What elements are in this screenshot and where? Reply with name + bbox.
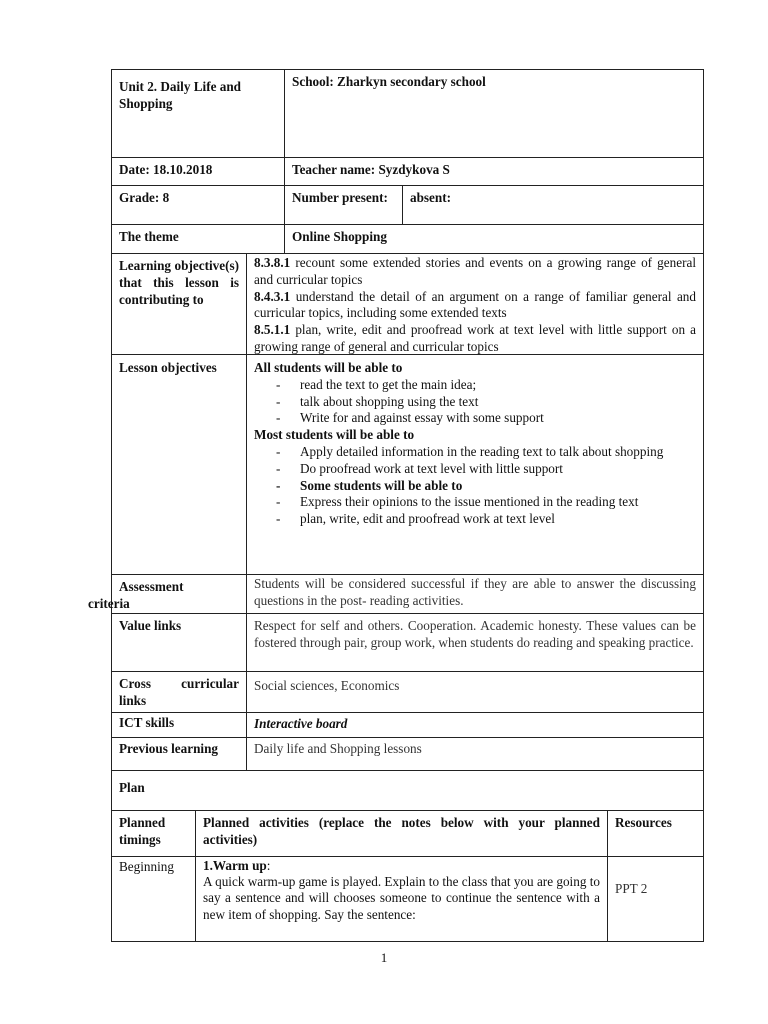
list-item: - Write for and against essay with some support (276, 410, 696, 427)
absent-cell (402, 185, 704, 225)
theme-value-cell (284, 224, 704, 254)
theme-label-cell (111, 224, 285, 254)
objective-item (254, 289, 696, 323)
value-links-label: Value links (119, 618, 182, 633)
grade-cell (111, 185, 285, 225)
previous-learning-label: Previous learning (119, 741, 219, 756)
list-item: - talk about shopping using the text (276, 394, 696, 411)
ict-value: Interactive board (254, 716, 348, 731)
plan-label: Plan (119, 780, 145, 795)
learning-label-cell (111, 253, 247, 355)
activities-header: Planned activities (replace the notes below with your planned activities) (203, 815, 600, 847)
school-name: School: Zharkyn secondary school (292, 74, 486, 89)
beginning-resource-cell (607, 856, 704, 942)
cross-curricular-label: Cross curricular links (119, 676, 239, 708)
unit-cell (111, 69, 285, 158)
warm-up-heading (203, 858, 600, 874)
value-links-value: Respect for self and others. Cooperation. Academic honesty. These values can be fostered through pair, group work, when students do reading and speaking practice. (254, 618, 696, 650)
beginning-activity-cell (195, 856, 608, 942)
all-students-list (254, 377, 696, 427)
theme-value: Online Shopping (292, 229, 387, 244)
date-cell (111, 157, 285, 186)
lesson-objectives-label: Lesson objectives (119, 360, 217, 375)
cross-curricular-value: Social sciences, Economics (254, 678, 400, 693)
value-links-value-cell (246, 613, 704, 672)
most-students-list (254, 444, 696, 528)
previous-learning-value: Daily life and Shopping lessons (254, 741, 422, 756)
previous-label-cell (111, 737, 247, 771)
beginning-resource: PPT 2 (615, 881, 648, 896)
school-cell (284, 69, 704, 158)
previous-value-cell (246, 737, 704, 771)
list-item: - plan, write, edit and proofread work at text level (276, 511, 696, 528)
lesson-date: Date: 18.10.2018 (119, 162, 213, 177)
theme-label: The theme (119, 229, 179, 244)
assessment-value: Students will be considered successful if they are able to answer the discussing questions in the post- reading activities. (254, 576, 696, 608)
list-item: - Apply detailed information in the reading text to talk about shopping (276, 444, 696, 461)
plan-cell (111, 770, 704, 811)
ict-label-cell (111, 712, 247, 738)
assessment-label-cell (111, 574, 247, 614)
cross-curricular-label-cell (111, 671, 247, 713)
most-students-heading: Most students will be able to (254, 427, 415, 443)
teacher-cell (284, 157, 704, 186)
objective-item (254, 255, 696, 289)
warm-up-text: A quick warm-up game is played. Explain to the class that you are going to say a sentence and will chooses someone to continue the sentence with a new item of shopping. Say the sentence: (203, 874, 600, 922)
list-item: - read the text to get the main idea; (276, 377, 696, 394)
unit-title: Unit 2. Daily Life and Shopping (119, 79, 241, 111)
some-students-heading: - Some students will be able to (276, 478, 696, 495)
objective-code: 8.5.1.1 (254, 322, 291, 338)
objective-text: plan, write, edit and proofread work at text level with little support on a growing range of general and curricular topics (254, 322, 696, 354)
beginning-timing: Beginning (119, 859, 174, 874)
list-item: - Do proofread work at text level with little support (276, 461, 696, 478)
grade-value: Grade: 8 (119, 190, 170, 205)
learning-objectives-label: Learning objective(s) that this lesson is contributing to (119, 258, 239, 307)
lesson-objectives-value-cell (246, 354, 704, 575)
objective-text: recount some extended stories and events on a growing range of general and curricular topics (254, 255, 696, 287)
timings-header: Planned timings (119, 815, 166, 847)
warm-up-title: 1.Warm up (203, 858, 267, 873)
absent-label: absent: (410, 190, 452, 205)
assessment-label-overflow: criteria (88, 596, 130, 611)
lesson-objectives-label-cell (111, 354, 247, 575)
resources-header: Resources (615, 815, 672, 830)
assessment-label: Assessment (119, 579, 184, 594)
teacher-name: Teacher name: Syzdykova S (292, 162, 450, 177)
objective-item (254, 322, 696, 356)
list-item: - Express their opinions to the issue mentioned in the reading text (276, 494, 696, 511)
number-present-label: Number present: (292, 190, 388, 205)
ict-label: ICT skills (119, 715, 175, 730)
timings-header-cell (111, 810, 196, 857)
objective-code: 8.3.8.1 (254, 255, 291, 270)
number-present-cell (284, 185, 403, 225)
beginning-timing-cell (111, 856, 196, 942)
resources-header-cell (607, 810, 704, 857)
warm-up-colon: : (266, 858, 271, 873)
assessment-value-cell (246, 574, 704, 614)
ict-value-cell (246, 712, 704, 738)
learning-value-cell (246, 253, 704, 355)
objective-code: 8.4.3.1 (254, 288, 291, 304)
objective-text: understand the detail of an argument on a range of familiar general and curricular topics, including some extended texts (254, 288, 696, 321)
all-students-heading: All students will be able to (254, 360, 403, 375)
value-links-label-cell (111, 613, 247, 672)
activities-header-cell (195, 810, 608, 857)
page-number: 1 (380, 950, 388, 965)
cross-curricular-value-cell (246, 671, 704, 713)
